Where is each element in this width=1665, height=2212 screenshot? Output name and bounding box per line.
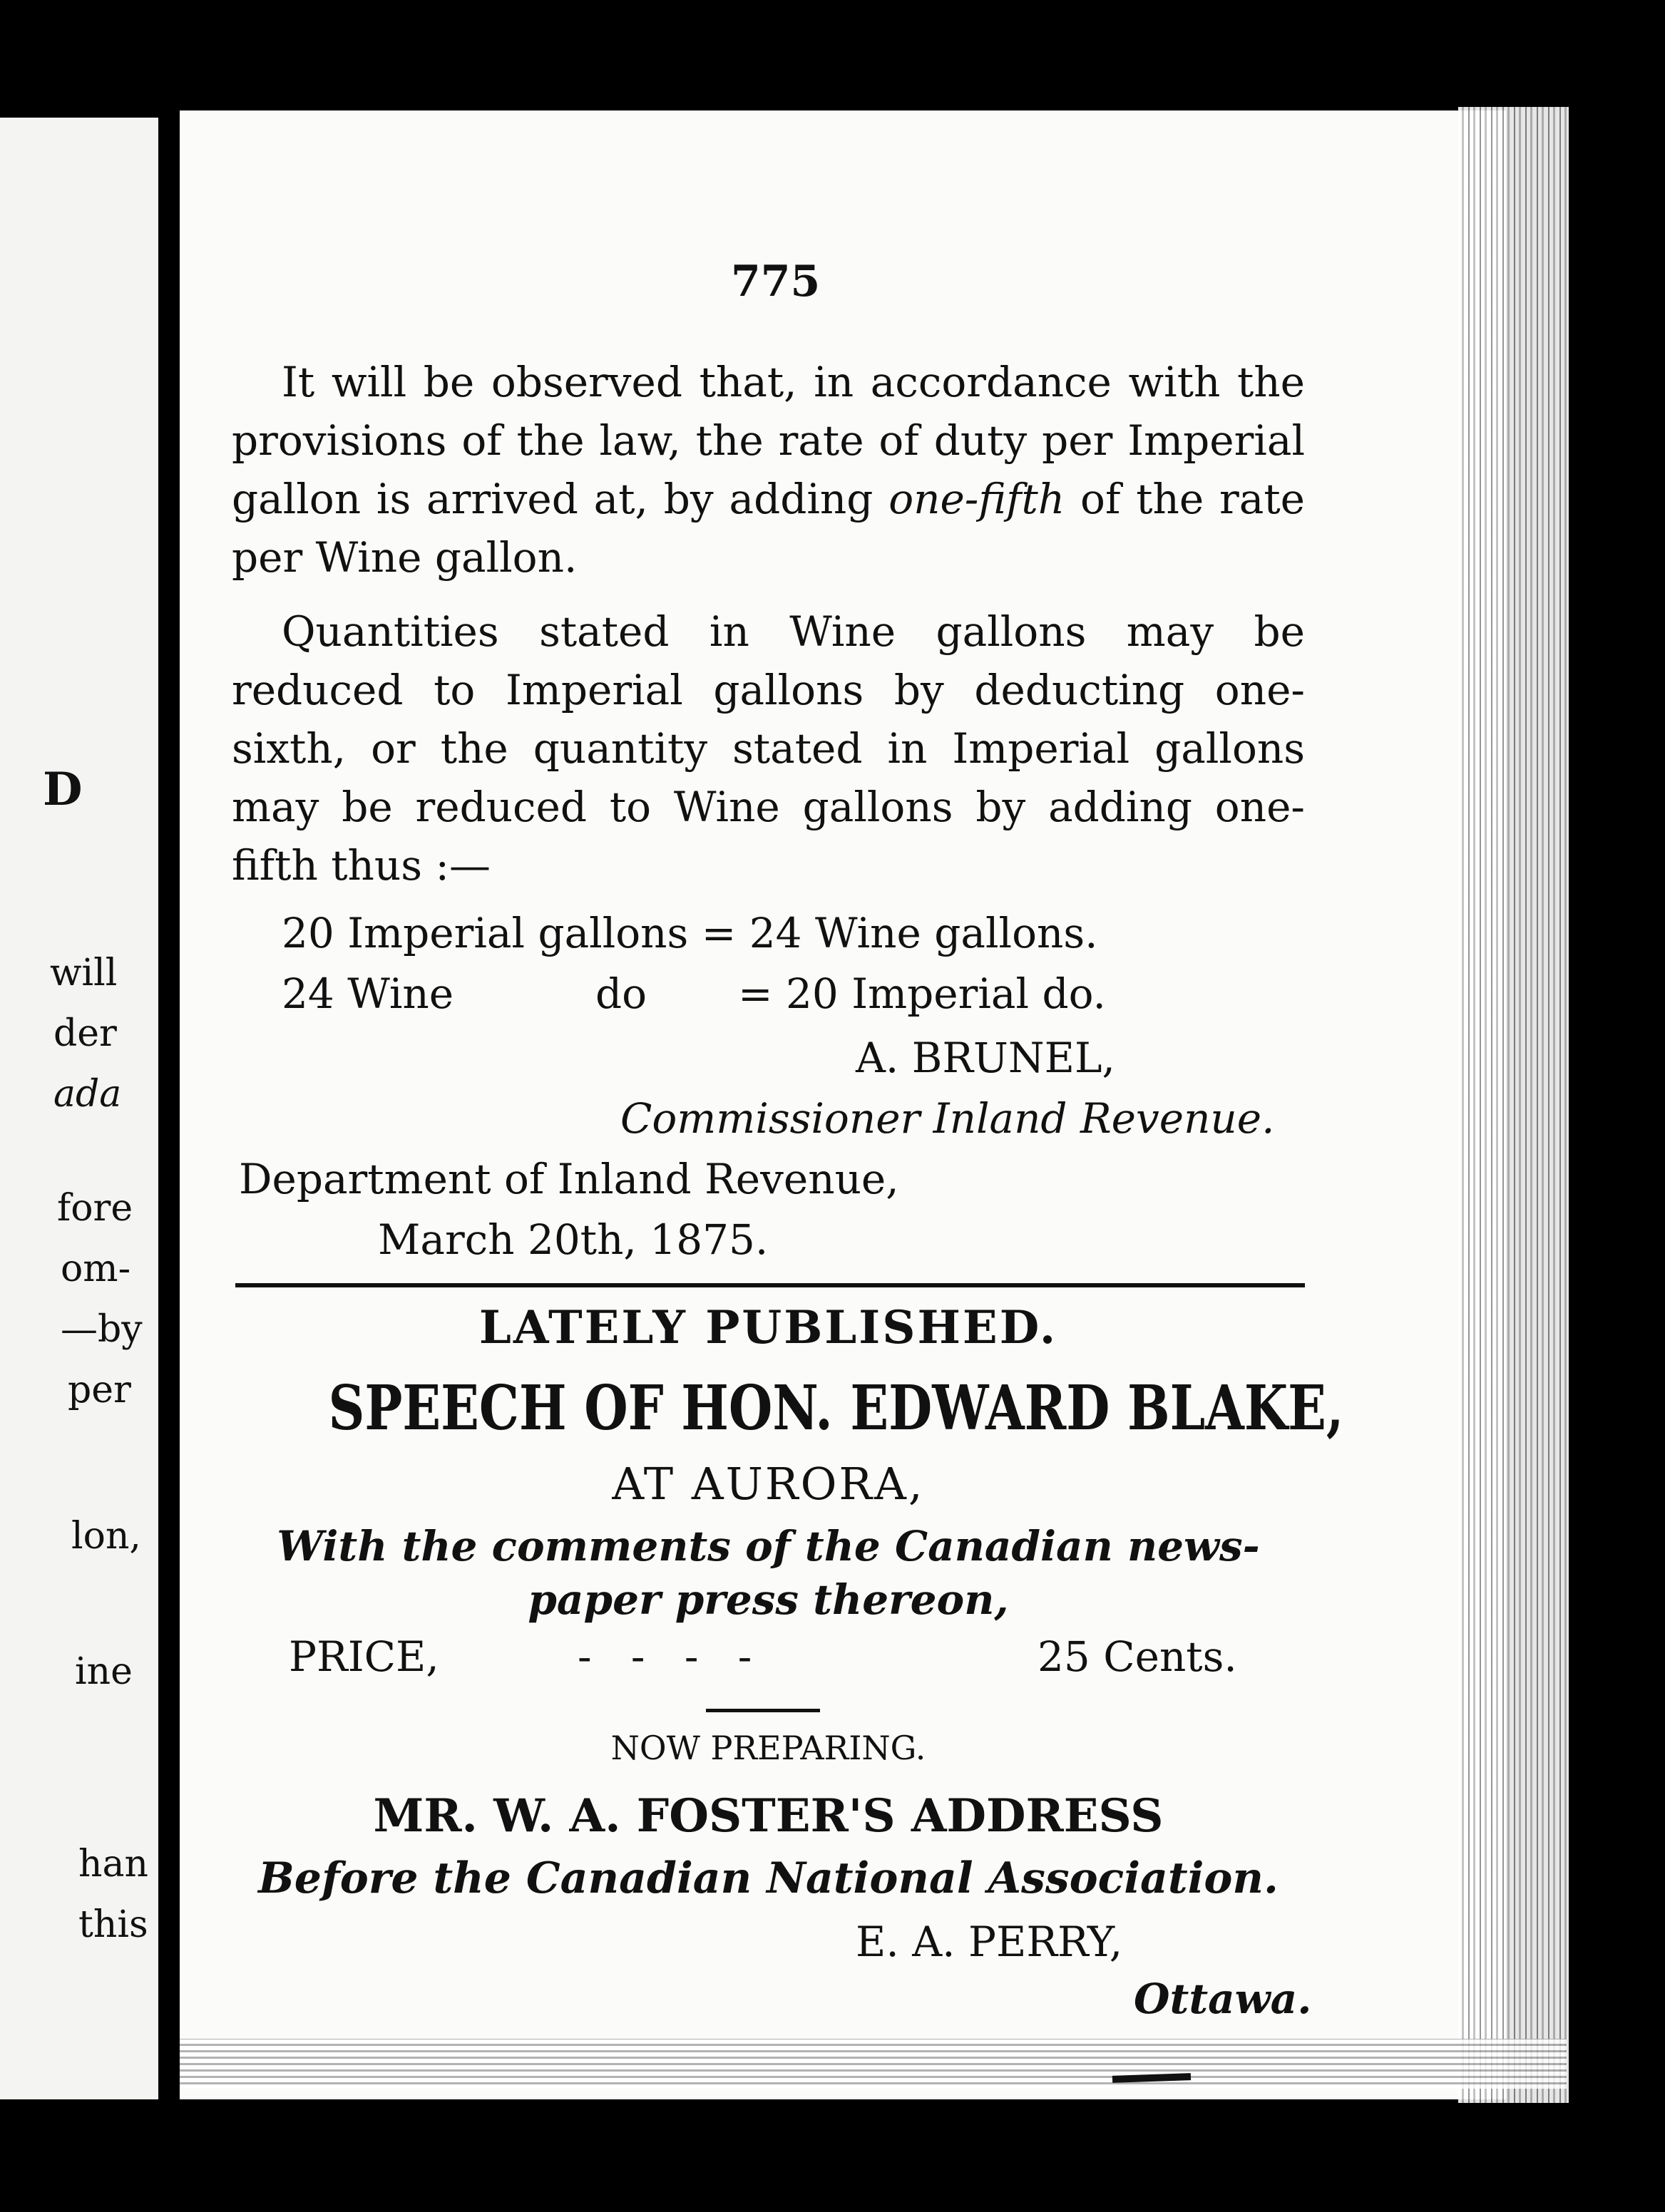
notice-paragraph-2: Quantities stated in Wine gallons may be reduced to Imperial gallons by deducting one-sixth, or the quantity stated in Imperial gallons may be reduced to Wine gallons by adding one-fifth thus :— — [232, 607, 1305, 890]
signatory-title: Commissioner Inland Revenue. — [620, 1094, 1275, 1143]
equation-line-2-mid: do — [595, 969, 647, 1018]
facing-page-fragment — [0, 118, 158, 2099]
address-subtitle: Before the Canadian National Association. — [258, 1853, 1279, 1903]
comment-line-2: paper press thereon, — [528, 1575, 1009, 1624]
address-title: MR. W. A. FOSTER'S ADDRESS — [373, 1789, 1164, 1843]
publisher-city: Ottawa. — [1134, 1975, 1312, 2023]
short-rule — [706, 1709, 820, 1712]
left-fragment-2: der — [53, 1012, 117, 1055]
price-label: PRICE, — [289, 1632, 439, 1681]
left-fragment-4: fore — [57, 1187, 133, 1230]
left-fragment-8: lon, — [71, 1515, 141, 1558]
notice-paragraph-1 — [232, 353, 1305, 587]
comment-line-1: With the comments of the Canadian news- — [277, 1522, 1260, 1570]
notice-paragraph-1-text-b: of the rate per Wine gallon. — [232, 475, 1305, 582]
equation-line-2-right: = 20 Imperial do. — [738, 969, 1106, 1018]
department-line: Department of Inland Revenue, — [239, 1155, 899, 1203]
left-fragment-1: will — [50, 952, 118, 994]
equation-line-2-left: 24 Wine — [282, 969, 454, 1018]
price-value: 25 Cents. — [1038, 1632, 1237, 1681]
left-fragment-7: per — [68, 1369, 131, 1411]
left-fragment-9: ine — [75, 1650, 133, 1693]
left-fragment-3: ada — [53, 1073, 122, 1116]
left-fragment-10: han — [78, 1843, 148, 1886]
section-rule — [235, 1283, 1305, 1287]
equation-line-1: 20 Imperial gallons = 24 Wine gallons. — [282, 909, 1098, 957]
page-edge-texture — [1458, 107, 1569, 2103]
notice-paragraph-1-italic: one-fifth — [888, 475, 1065, 523]
left-fragment-11: this — [78, 1903, 148, 1946]
notice-paragraph-1-text-a: It will be observed that, in accordance with the provisions of the law, the rate of duty per Imperial gallon is arrived at, by adding — [232, 358, 1305, 523]
book-gutter — [158, 0, 180, 2212]
page-bottom-texture — [180, 2039, 1567, 2089]
price-dashes: - - - - — [578, 1632, 752, 1681]
publisher-name: E. A. PERRY, — [856, 1918, 1123, 1966]
now-preparing-label: NOW PREPARING. — [610, 1729, 926, 1767]
signatory-name: A. BRUNEL, — [856, 1034, 1115, 1082]
speech-subtitle: AT AURORA, — [612, 1458, 925, 1510]
lately-published-heading: LATELY PUBLISHED. — [478, 1301, 1058, 1354]
speech-title: SPEECH OF HON. EDWARD BLAKE, — [328, 1372, 1344, 1444]
left-fragment-5: om- — [61, 1248, 131, 1290]
left-fragment-0: D — [43, 763, 83, 816]
page-number: 775 — [731, 257, 821, 307]
date-line: March 20th, 1875. — [378, 1215, 769, 1264]
left-fragment-6: —by — [61, 1308, 143, 1351]
